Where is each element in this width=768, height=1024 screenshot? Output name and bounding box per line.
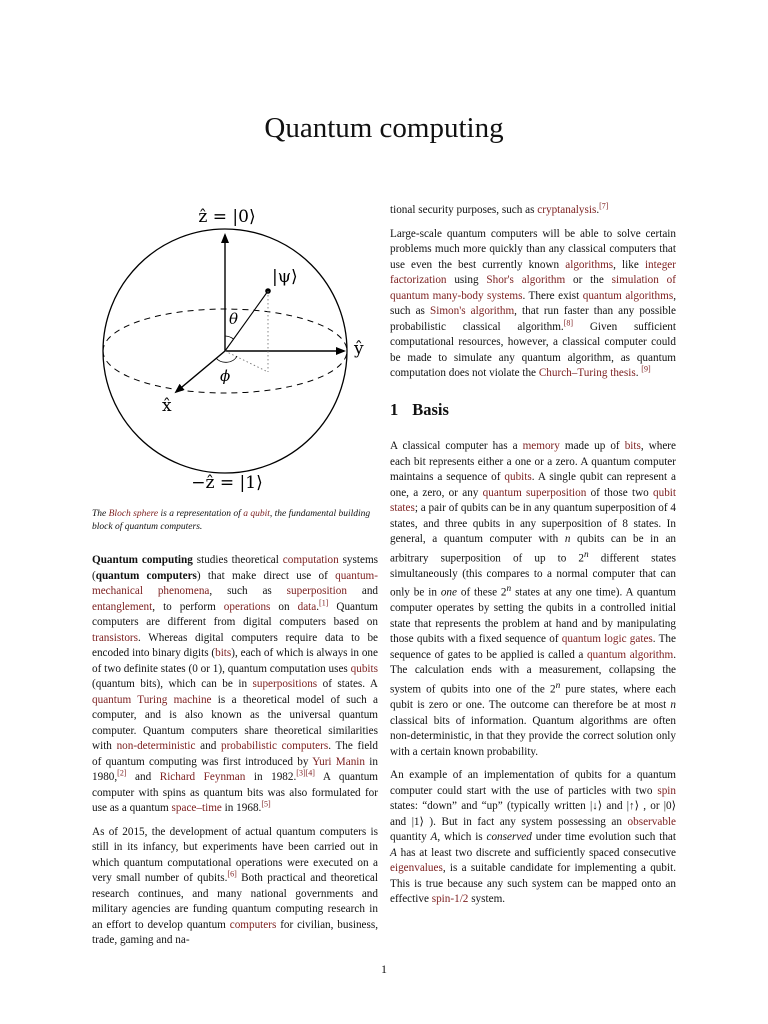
x-axis [176,351,225,392]
link-qubits[interactable]: qubits [350,662,378,675]
phi-arc [216,356,237,362]
link-simons-algorithm[interactable]: Simon's algorithm [429,305,515,317]
link-quantum-superposition[interactable]: quantum superposition [482,486,587,499]
bloch-sphere-figure [92,200,382,498]
link-memory[interactable]: memory [522,440,560,452]
citation-2[interactable]: [2] [117,768,127,778]
theta-label: θ [229,310,239,328]
link-transistors[interactable]: transistors [92,631,138,644]
link-spin[interactable]: spin [657,784,676,797]
x-label: x̂ [162,396,172,416]
link-quantum-algorithm[interactable]: quantum algorithm [586,648,674,661]
link-integer-factorization[interactable]: integer factorization [390,258,676,286]
link-bits[interactable]: bits [215,647,232,659]
link-space-time[interactable]: space–time [171,802,222,814]
citation-6[interactable]: [6] [227,869,237,879]
link-probabilistic-computers[interactable]: probabilistic computers [220,740,329,752]
psi-label: |ψ⟩ [272,267,298,287]
link-bloch-sphere[interactable]: Bloch sphere [108,509,159,519]
link-cryptanalysis[interactable]: cryptanalysis [537,204,597,216]
link-church-turing-thesis[interactable]: Church–Turing thesis [538,367,636,379]
link-yuri-manin[interactable]: Yuri Manin [312,755,366,768]
neg-z-label: −ẑ = |1⟩ [191,473,263,493]
link-non-deterministic[interactable]: non-deterministic [116,740,196,752]
theta-arc [225,336,234,339]
section-number: 1 [390,399,399,419]
section-title: Basis [412,399,449,419]
link-qubits-basis[interactable]: qubits [504,471,532,483]
phi-label: ϕ [220,367,231,385]
link-quantum-logic-gates[interactable]: quantum logic gates [561,633,653,646]
link-quantum-turing-machine[interactable]: quantum Turing machine [92,693,212,706]
page-title: Quantum computing [264,112,504,144]
link-a-qubit[interactable]: a qubit [243,509,270,519]
link-spin-1-2[interactable]: spin-1/2 [431,893,469,906]
link-algorithms[interactable]: algorithms [565,258,614,271]
link-simulation-many-body[interactable]: simulation of quantum many-body systems [390,274,676,302]
citation-5[interactable]: [5] [261,799,271,809]
y-label: ŷ [354,339,364,359]
basis-paragraph: A classical computer has a memory made up of bits, where each bit represents either a one or a zero. A quantum computer maintains a sequence of qubits. A single qubit can represent a one, a zero, or any quantum superposition of those two qubit states; a pair of qubits can be in any quantum superposition of 4 states, and three qubits in any superposition of 8 states. In general, a quantum computer with n qubits can be in an arbitrary superposition of up to 2$^n$ different states simultaneously (this compares to a normal computer that can only be in one of these 2$^n$ states at any one time). A quantum computer operates by setting the qubits in a controlled initial state that represents the problem at hand and by manipulating those qubits with a fixed sequence of quantum logic gates. The sequence of gates to be applied is called a quantum algorithm. The calculation ends with a measurement, collapsing the system of qubits into one of the 2$^n$ pure states, where each qubit is zero or one. The outcome can therefore be at most n classical bits of information. Quantum algorithms are often non-deterministic, in that they provide the correct solution only with a certain known probability. [390,440,677,758]
example-paragraph: An example of an implementation of qubits for a quantum computer could start with the use of particles with two spin states: “down” and “up” (typically written |↓⟩ and |↑⟩ , or |0⟩ and |1⟩ ). But in fact any system possessing an observable quantity A, which is conserved under time evolution such that A has at least two discrete and sufficiently spaced consecutive eigenvalues, is a suitable candidate for implementing a qubit. This is true because any such system can be mapped onto an effective spin-1/2 system. [390,769,676,906]
figure-caption: The Bloch sphere is a representation of a qubit, the fundamental building block of quantum computers. [92,509,371,532]
link-qubit-states[interactable]: qubit states [390,486,677,514]
intro-paragraph: Quantum computing studies theoretical computation systems (quantum computers) that make direct use of quantum-mechanical phenomena, such as superposition and entanglement, to perform operations on data.[1] Quantum computers are different from digital computers based on transistors. Whereas digital computers require data to be encoded into binary digits (bits), each of which is always in one of two definite states (0 or 1), quantum computation uses qubits (quantum bits), which can be in superpositions of states. A quantum Turing machine is a theoretical model of such a computer, and is also known as the universal quantum computer. Quantum computers share theoretical similarities with non-deterministic and probabilistic computers. The field of quantum computing was first introduced by Yuri Manin in 1980,[2] and Richard Feynman in 1982.[3][4] A quantum computer with spins as quantum bits was also formulated for use as a quantum space–time in 1968.[5] [92,554,379,814]
link-quantum-algorithms[interactable]: quantum algorithms [582,289,674,302]
section-heading-basis [390,399,676,419]
link-shors-algorithm[interactable]: Shor's algorithm [486,274,566,286]
right-column [390,203,676,916]
citation-9[interactable]: [9] [641,364,651,374]
continued-paragraph: tional security purposes, such as cryptanalysis.[7] [390,201,609,216]
link-computation[interactable]: computation [282,554,339,566]
algorithms-paragraph: Large-scale quantum computers will be able to solve certain problems much more quickly than any classical computers that use even the best currently known algorithms, like integer factorization using Shor's algorithm or the simulation of quantum many-body systems. There exist quantum algorithms, such as Simon's algorithm, that run faster than any possible probabilistic classical algorithm.[8] Given sufficient computational resources, however, a classical computer could be made to simulate any quantum algorithm, as quantum computation does not violate the Church–Turing thesis. [9] [390,227,677,379]
link-richard-feynman[interactable]: Richard Feynman [159,771,246,783]
citation-7[interactable]: [7] [599,201,609,211]
link-eigenvalues[interactable]: eigenvalues [390,862,443,875]
citation-3-4[interactable]: [3][4] [296,768,315,778]
left-column [92,553,378,957]
development-paragraph: As of 2015, the development of actual quantum computers is still in its infancy, but experiments have been carried out in which quantum computational operations were executed on a very small number of qubits.[6] Both practical and theoretical research continues, and many national governments and military agencies are funding quantum computing research in an effort to develop quantum computers for civilian, business, trade, gaming and na- [92,825,379,946]
link-superposition[interactable]: superposition [286,585,347,597]
citation-1[interactable]: [1] [319,597,329,607]
link-bits-basis[interactable]: bits [624,440,641,452]
link-superpositions[interactable]: superpositions [252,678,318,690]
link-data[interactable]: data [297,600,317,613]
link-observable[interactable]: observable [627,815,676,828]
link-operations[interactable]: operations [223,600,271,613]
page-number: 1 [381,962,387,976]
link-quantum-mechanical-phenomena[interactable]: quantum-mechanical phenomena [92,569,378,597]
z-label: ẑ = |0⟩ [198,207,256,227]
link-computers[interactable]: computers [229,918,277,931]
citation-8[interactable]: [8] [563,317,574,327]
link-entanglement[interactable]: entanglement [92,600,153,613]
